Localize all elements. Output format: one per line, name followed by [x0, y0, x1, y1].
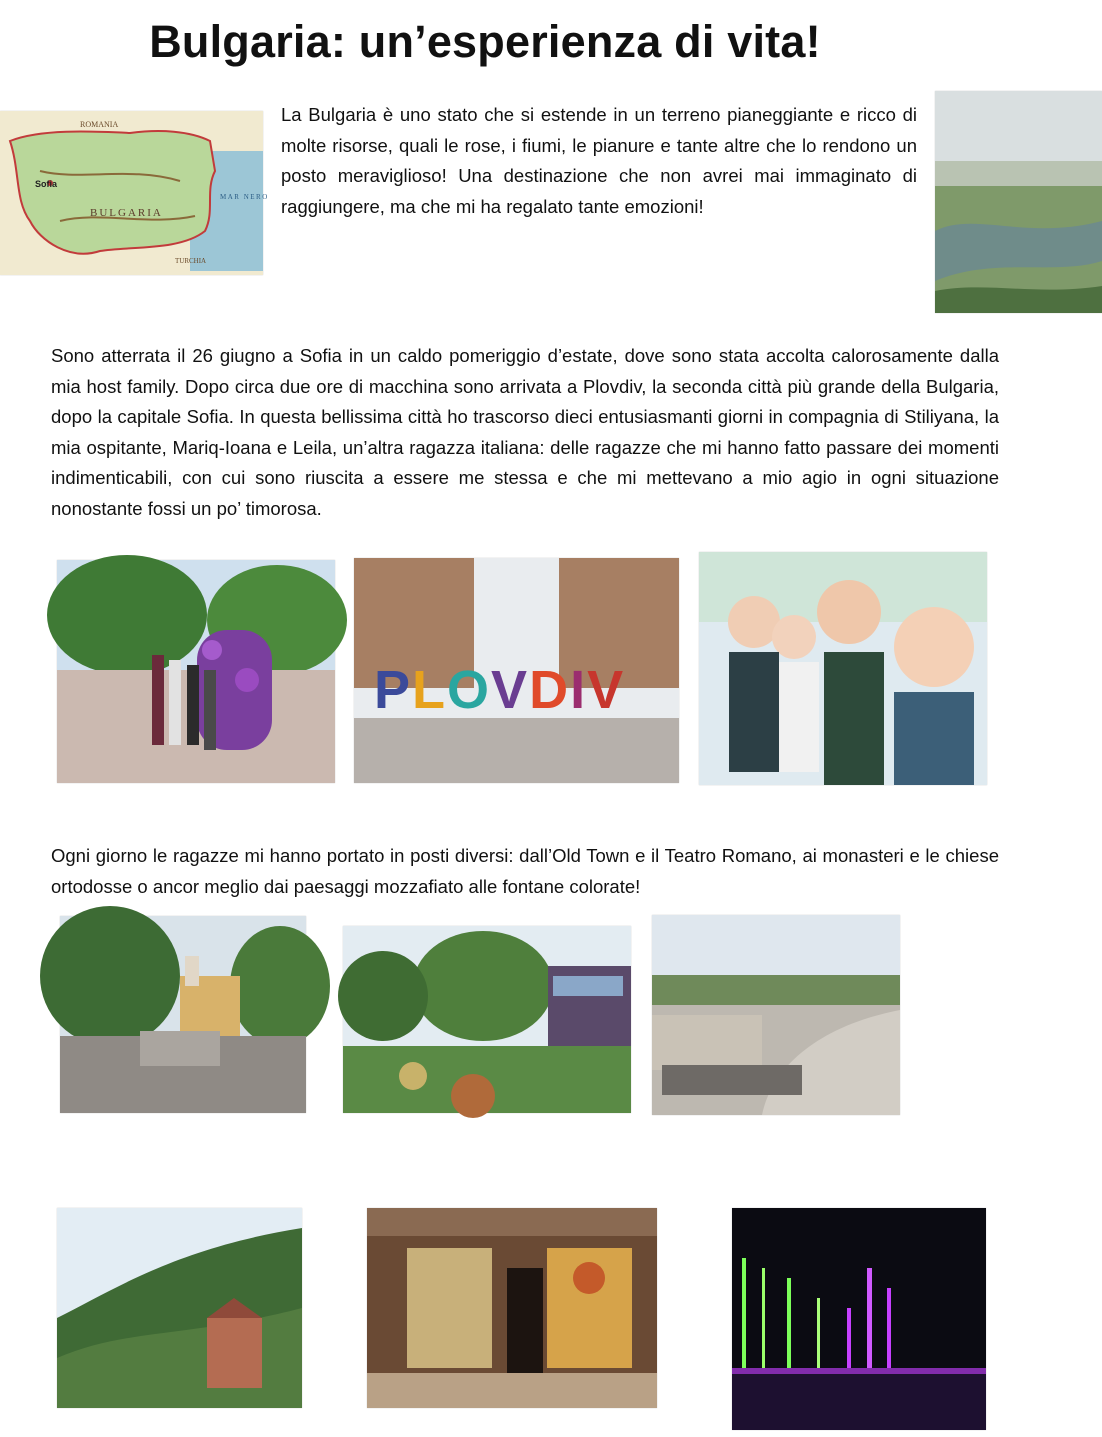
arrival-paragraph: Sono atterrata il 26 giugno a Sofia in un caldo pomeriggio d’estate, dove sono stata accolta calorosamente dalla mia host family. Dopo circa due ore di macchina sono arrivata a Plovdiv, la seconda città più grande della Bulgaria, dopo la capitale Sofia. In questa bellissima città ho trascorso dieci entusiasmanti giorni in compagnia di Stiliyana, la mia ospitante, Mariq-Ioana e Leila, un’altra ragazza italiana: delle ragazze che mi hanno fatto passare dei momenti indimenticabili, con cui sono riuscita a essere me stessa e che mi mettevano a mio agio in ogni situazione nonostante fossi un po’ timorosa.	[51, 345, 999, 519]
map-label-sofia: Sofia	[35, 179, 58, 189]
map-label-turchia: TURCHIA	[175, 257, 207, 265]
bulgaria-map-image	[0, 111, 269, 275]
plovdiv-sign-letter: P	[374, 660, 413, 720]
plovdiv-sign-photo	[354, 558, 679, 783]
plovdiv-sign-letter: D	[529, 660, 571, 720]
old-town-garden-photo	[343, 926, 631, 1113]
map-label-romania: ROMANIA	[80, 120, 119, 129]
intro-paragraph: La Bulgaria è uno stato che si estende in un terreno pianeggiante e ricco di molte risorse, quali le rose, i fiumi, le pianure e tante altre che lo rendono un posto meraviglioso! Una destinazione che non avrei mai immaginato di raggiungere, ma che mi ha regalato tante emozioni!	[281, 104, 917, 217]
plovdiv-sign-letter: V	[587, 660, 626, 720]
map-label-sea: MAR NERO	[220, 193, 269, 201]
map-label-bulgaria: BULGARIA	[90, 207, 163, 219]
asen-fortress-photo	[57, 1208, 302, 1408]
orthodox-church-photo	[367, 1208, 657, 1408]
page-title: Bulgaria: un’esperienza di vita!	[149, 16, 821, 67]
plovdiv-sign-letter: O	[447, 660, 492, 720]
old-town-street-photo	[60, 916, 306, 1113]
landscape-lake-photo	[935, 91, 1102, 313]
places-paragraph: Ogni giorno le ragazze mi hanno portato in posti diversi: dall’Old Town e il Teatro Romano, ai monasteri e le chiese ortodosse o ancor meglio dai paesaggi mozzafiato alle fontane colorate!	[51, 845, 999, 897]
plovdiv-sign-letter: I	[570, 660, 588, 720]
plovdiv-sign-text	[374, 660, 625, 720]
girls-flowers-photo	[57, 560, 335, 783]
plovdiv-sign-letter: L	[412, 660, 448, 720]
roman-theatre-photo	[652, 915, 900, 1115]
selfie-girls-photo	[699, 552, 987, 785]
plovdiv-sign-letter: V	[491, 660, 530, 720]
singing-fountains-photo	[732, 1208, 986, 1430]
